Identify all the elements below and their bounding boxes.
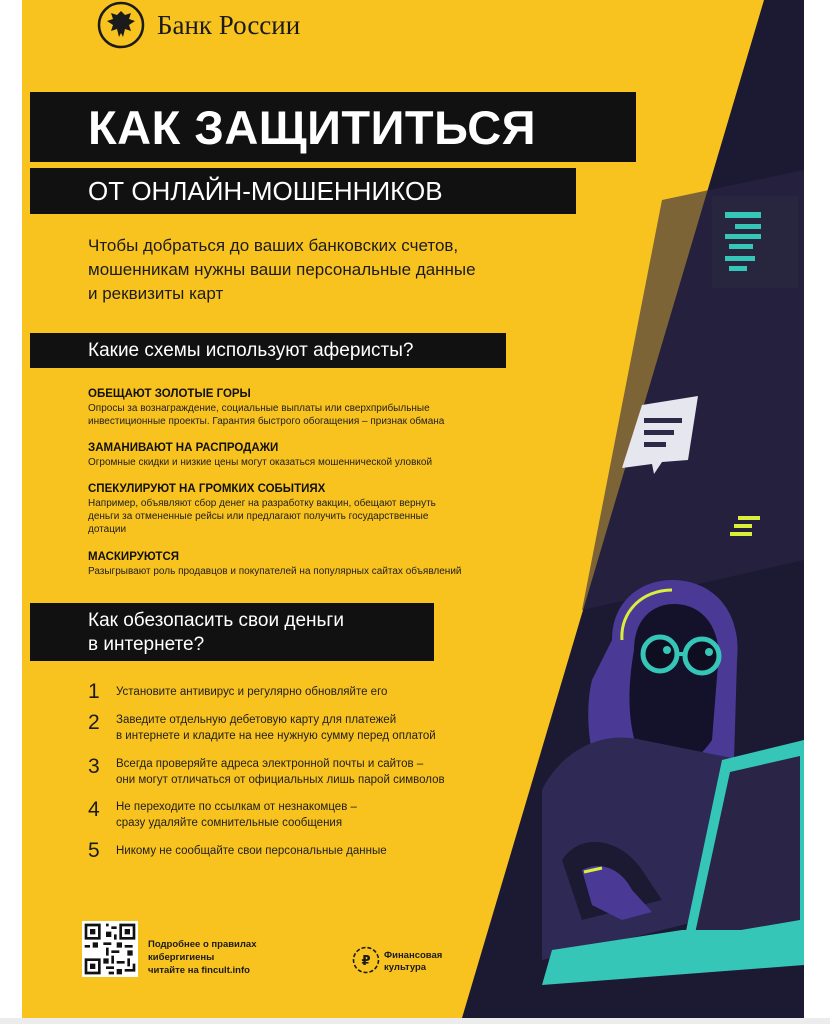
scheme-title: СПЕКУЛИРУЮТ НА ГРОМКИХ СОБЫТИЯХ xyxy=(88,483,326,495)
fincult-brand-line: культура xyxy=(384,962,427,973)
qr-code[interactable] xyxy=(82,921,138,977)
scheme-title: ОБЕЩАЮТ ЗОЛОТЫЕ ГОРЫ xyxy=(88,388,251,400)
scheme-text: дотации xyxy=(88,524,127,535)
scheme-text: Например, объявляют сбор денег на разработку вакцин, обещают вернуть xyxy=(88,498,436,509)
tip-item xyxy=(88,840,528,862)
bank-name: Банк России xyxy=(157,9,301,40)
code-window-icon xyxy=(712,196,798,288)
tip-number: 5 xyxy=(88,839,100,862)
intro-line: Чтобы добраться до ваших банковских счетов, xyxy=(88,236,459,255)
scheme-text: Опросы за вознаграждение, социальные выплаты или сверхприбыльные xyxy=(88,403,430,414)
scheme-text: деньги за отмененные рейсы или предлагают получить государственные xyxy=(88,511,429,522)
qr-caption-line: Подробнее о правилах xyxy=(148,939,257,950)
scheme-item xyxy=(88,441,558,469)
scheme-title: МАСКИРУЮТСЯ xyxy=(88,551,180,563)
tip-line: Заведите отдельную дебетовую карту для платежей xyxy=(116,714,397,726)
safety-heading-line: в интернете? xyxy=(88,634,205,655)
poster xyxy=(22,0,804,1018)
tip-line: Всегда проверяйте адреса электронной почты и сайтов – xyxy=(116,758,424,770)
bank-logo xyxy=(97,0,300,50)
intro-line: и реквизиты карт xyxy=(88,284,224,303)
page-margin xyxy=(804,0,830,1024)
page-margin xyxy=(0,1018,830,1024)
double-headed-eagle-icon xyxy=(97,1,145,49)
tip-text xyxy=(116,684,387,700)
tip-line: Не переходите по ссылкам от незнакомцев – xyxy=(116,801,357,813)
fincult-brand-line: Финансовая xyxy=(384,950,443,961)
scheme-item xyxy=(88,482,558,536)
scheme-item xyxy=(88,387,558,428)
safety-heading xyxy=(30,603,434,661)
tip-item xyxy=(88,756,528,788)
tip-line: Установите антивирус и регулярно обновляйте его xyxy=(116,686,388,698)
tip-number: 4 xyxy=(88,798,100,821)
intro-text xyxy=(88,234,608,306)
qr-caption-line[interactable]: читайте на fincult.info xyxy=(148,965,250,976)
tip-line: Никому не сообщайте свои персональные данные xyxy=(116,845,387,857)
intro-line: мошенникам нужны ваши персональные данные xyxy=(88,260,476,279)
safety-heading-line: Как обезопасить свои деньги xyxy=(88,610,344,631)
tip-item xyxy=(88,799,528,831)
tip-text xyxy=(116,843,387,859)
scheme-text: инвестиционные проекты. Гарантия быстрого обогащения – признак обмана xyxy=(88,416,445,427)
tip-number: 1 xyxy=(88,680,100,703)
tip-line: в интернете и кладите на нее нужную сумму перед оплатой xyxy=(116,730,436,742)
tip-line: они могут отличаться от официальных лишь парой символов xyxy=(116,774,445,786)
tip-line: сразу удаляйте сомнительные сообщения xyxy=(116,817,343,829)
qr-caption-line: кибергигиены xyxy=(148,952,215,963)
ruble-icon xyxy=(352,946,380,974)
page-title: КАК ЗАЩИТИТЬСЯ xyxy=(30,92,636,162)
tip-text xyxy=(116,799,357,831)
tip-number: 3 xyxy=(88,755,100,778)
scheme-title: ЗАМАНИВАЮТ НА РАСПРОДАЖИ xyxy=(88,442,279,454)
schemes-heading: Какие схемы используют аферисты? xyxy=(30,333,506,368)
qr-caption xyxy=(148,938,298,977)
scheme-text: Огромные скидки и низкие цены могут оказаться мошеннической уловкой xyxy=(88,457,433,468)
svg-text:₽: ₽ xyxy=(361,954,371,969)
fincult-brand xyxy=(384,950,464,974)
tip-item xyxy=(88,712,528,744)
tip-number: 2 xyxy=(88,711,100,734)
scheme-item xyxy=(88,550,558,578)
page-subtitle: ОТ ОНЛАЙН-МОШЕННИКОВ xyxy=(30,168,576,214)
tip-text xyxy=(116,712,436,744)
scheme-text: Разыгрывают роль продавцов и покупателей на популярных сайтах объявлений xyxy=(88,566,462,577)
tip-item xyxy=(88,681,528,703)
tip-text xyxy=(116,756,445,788)
